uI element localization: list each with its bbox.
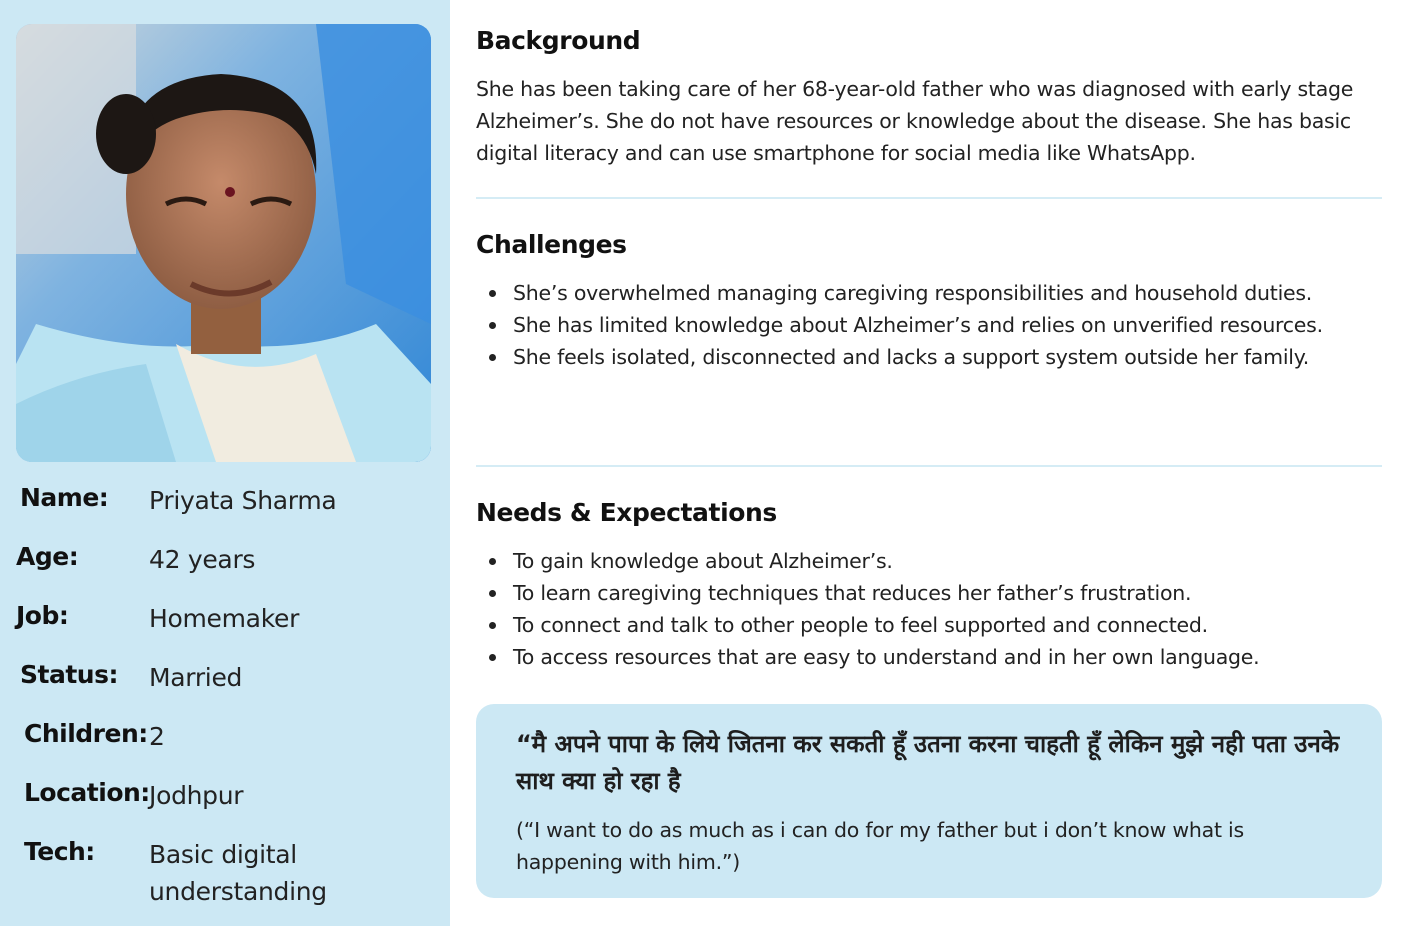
list-item: To access resources that are easy to understand and in her own language. (513, 641, 1404, 673)
needs-list (476, 545, 1404, 673)
age-value: 42 years (149, 545, 256, 574)
list-item: To gain knowledge about Alzheimer’s. (513, 545, 1404, 577)
persona-photo (16, 24, 431, 462)
children-label: Children: (24, 719, 148, 748)
list-item: She has limited knowledge about Alzheimer’s and relies on unverified resources. (513, 309, 1404, 341)
challenges-title: Challenges (476, 230, 627, 259)
list-item: She feels isolated, disconnected and lacks a support system outside her family. (513, 341, 1404, 373)
quote-translation: (“I want to do as much as i can do for my father but i don’t know what is happening with him.”) (516, 818, 1244, 874)
section-divider (476, 197, 1382, 199)
background-title: Background (476, 26, 641, 55)
age-label: Age: (16, 542, 79, 571)
needs-title: Needs & Expectations (476, 498, 777, 527)
list-item: She’s overwhelmed managing caregiving responsibilities and household duties. (513, 277, 1404, 309)
background-text: She has been taking care of her 68-year-old father who was diagnosed with early stage Alzheimer’s. She do not have resources or knowledge about the disease. She has basic digital literacy and can use smartphone for social media like WhatsApp. (476, 77, 1354, 165)
name-label: Name: (20, 483, 109, 512)
children-value: 2 (149, 722, 165, 751)
quote-hindi: “मै अपने पापा के लिये जितना कर सकती हूँ उतना करना चाहती हूँ लेकिन मुझे नही पता उनके साथ क्या हो रहा है (516, 730, 1340, 795)
persona-portrait-image (16, 24, 431, 462)
challenges-list (476, 277, 1404, 373)
name-value: Priyata Sharma (149, 486, 337, 515)
tech-label: Tech: (24, 837, 95, 866)
list-item: To connect and talk to other people to feel supported and connected. (513, 609, 1404, 641)
location-label: Location: (24, 778, 150, 807)
location-value: Jodhpur (149, 781, 244, 810)
status-label: Status: (20, 660, 118, 689)
tech-value: Basic digital understanding (149, 840, 327, 906)
job-label: Job: (16, 601, 69, 630)
list-item: To learn caregiving techniques that reduces her father’s frustration. (513, 577, 1404, 609)
persona-profile-panel (0, 0, 450, 926)
quote-box (476, 704, 1382, 898)
status-value: Married (149, 663, 243, 692)
section-divider (476, 465, 1382, 467)
job-value: Homemaker (149, 604, 300, 633)
